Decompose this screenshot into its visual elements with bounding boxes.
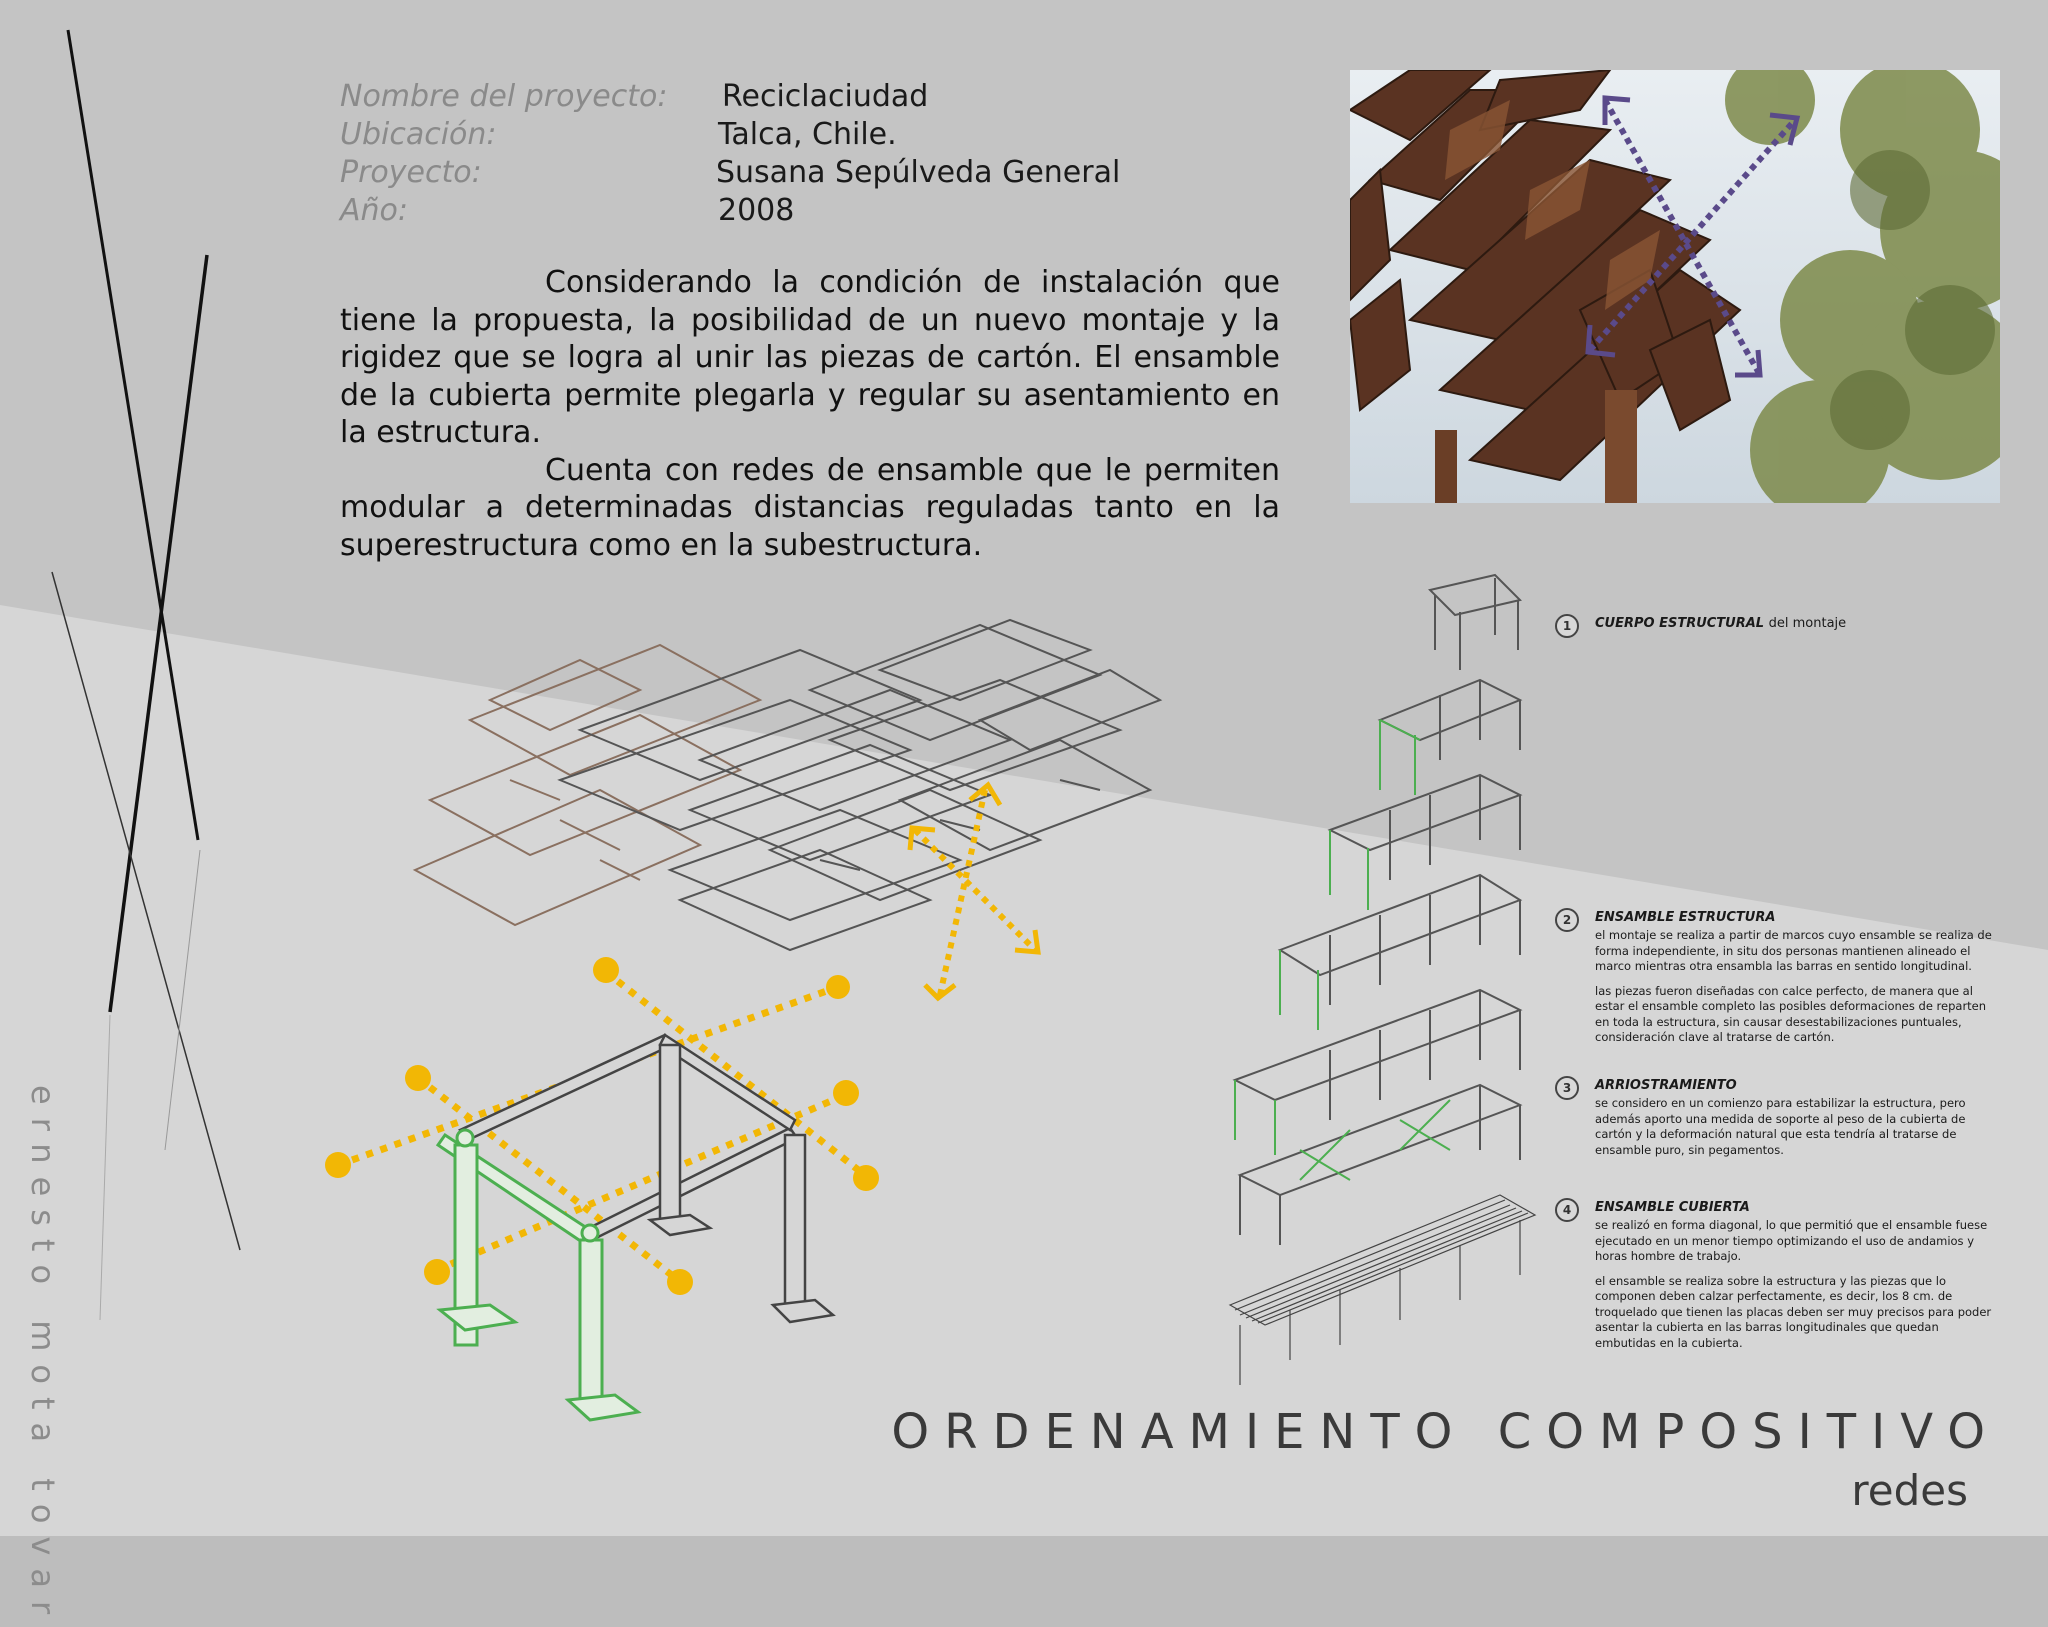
cover-panels-drawing bbox=[415, 620, 1160, 998]
cover-panels-brown bbox=[415, 645, 760, 925]
stage-5-green bbox=[1235, 1080, 1275, 1155]
step-4-paragraph-1: se realizó en forma diagonal, lo que permitió que el ensamble fuese ejecutado en un menor tiempo optimizando el uso de andamios y horas hombre de trabajo. bbox=[1595, 1218, 1988, 1263]
footer-subtitle: redes bbox=[1851, 1466, 1968, 1515]
location-label: Ubicación: bbox=[340, 117, 497, 152]
project-name-value: Reciclaciudad bbox=[722, 79, 929, 114]
project-author-label: Proyecto: bbox=[340, 155, 482, 190]
stage-5-structure bbox=[1235, 990, 1520, 1120]
stage-2-green bbox=[1380, 720, 1420, 795]
stage-6-structure bbox=[1240, 1085, 1520, 1245]
description-paragraph-2: Cuenta con redes de ensamble que le permiten modular a determinadas distancias reguladas tanto en la superestructura como en la subestructura. bbox=[340, 452, 1280, 563]
step-1-number: 1 bbox=[1555, 614, 1579, 638]
stage-2-structure bbox=[1380, 680, 1520, 760]
stage-1-structure bbox=[1430, 575, 1520, 670]
step-3-text bbox=[1595, 1096, 1995, 1167]
project-author-value: Susana Sepúlveda General bbox=[716, 155, 1121, 190]
step-1-title-tail: del montaje bbox=[1768, 616, 1847, 631]
step-2-title: ENSAMBLE ESTRUCTURA bbox=[1595, 910, 1776, 925]
step-3-paragraph-1: se considero en un comienzo para estabilizar la estructura, pero además aporto una medida de soporte al peso de la cubierta de cartón y la deformación natural que esta tendría al tratarse de ensamble puro, sin pegamentos. bbox=[1595, 1096, 1966, 1157]
step-1-title-strong: CUERPO ESTRUCTURAL bbox=[1595, 616, 1765, 631]
stage-3-green bbox=[1330, 830, 1368, 910]
step-2-paragraph-2: las piezas fueron diseñadas con calce perfecto, de manera que al estar el ensamble completo las posibles deformaciones de reparten en toda la estructura, sin causar desestabilizaciones puntuales, consideración clave al tratarse de cartón. bbox=[1595, 983, 1987, 1044]
author-name: ernesto mota tovar bbox=[24, 1085, 62, 1627]
assembly-sequence bbox=[1230, 575, 1535, 1385]
step-4-title: ENSAMBLE CUBIERTA bbox=[1595, 1200, 1750, 1215]
project-name-label: Nombre del proyecto: bbox=[340, 79, 668, 114]
step-4-paragraph-2: el ensamble se realiza sobre la estructura y las piezas que lo componen deben calzar perfectamente, es decir, los 8 cm. de troquelado que tienen las placas deben ser muy precisos para poder asentar la cubierta en las barras longitudinales que quedan embutidas en la cubierta. bbox=[1595, 1273, 1992, 1350]
cover-panels-grey bbox=[560, 620, 1160, 950]
step-4-text bbox=[1595, 1218, 1995, 1360]
step-2-text bbox=[1595, 928, 1995, 1055]
frame-detail-drawing bbox=[325, 957, 879, 1420]
year-value: 2008 bbox=[718, 193, 795, 228]
year-label: Año: bbox=[340, 193, 408, 228]
stage-7-cover bbox=[1230, 1195, 1535, 1385]
step-4-number: 4 bbox=[1555, 1198, 1579, 1222]
stage-3-structure bbox=[1330, 775, 1520, 880]
location-value: Talca, Chile. bbox=[718, 117, 897, 152]
footer-title: ORDENAMIENTO COMPOSITIVO bbox=[891, 1404, 2000, 1460]
cover-yellow-arrows bbox=[915, 790, 1035, 995]
stage-4-structure bbox=[1280, 875, 1520, 1005]
step-1-title bbox=[1595, 616, 1846, 631]
step-2-paragraph-1: el montaje se realiza a partir de marcos cuyo ensamble se realiza de forma independiente, in situ dos personas mantienen alineado el marco mientras otra ensambla las barras en sentido longitudinal. bbox=[1595, 928, 1992, 973]
step-2-number: 2 bbox=[1555, 908, 1579, 932]
description-paragraph-1: Considerando la condición de instalación que tiene la propuesta, la posibilidad de un nuevo montaje y la rigidez que se logra al unir las piezas de cartón. El ensamble de la cubierta permite plegarla y regular su asentamiento en la estructura. bbox=[340, 265, 1280, 450]
step-3-number: 3 bbox=[1555, 1076, 1579, 1100]
step-3-title: ARRIOSTRAMIENTO bbox=[1595, 1078, 1737, 1093]
